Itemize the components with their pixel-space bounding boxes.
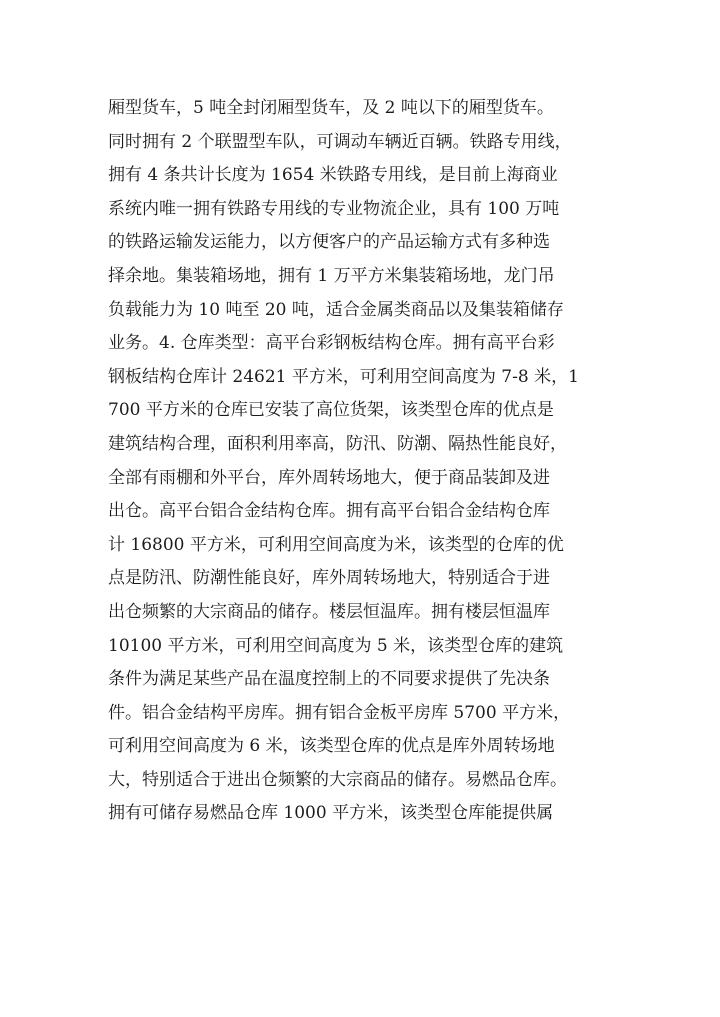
text-line: 系统内唯一拥有铁路专用线的专业物流企业，具有 100 万吨 xyxy=(108,198,560,219)
text-line: 大，特别适合于进出仓频繁的大宗商品的储存。易燃品仓库。 xyxy=(108,769,567,790)
text-line: 全部有雨棚和外平台，库外周转场地大，便于商品装卸及进 xyxy=(108,467,550,488)
text-line: 负载能力为 10 吨至 20 吨，适合金属类商品以及集装箱储存 xyxy=(108,299,564,320)
text-line: 10100 平方米，可利用空间高度为 5 米，该类型仓库的建筑 xyxy=(108,635,564,656)
text-line: 点是防汛、防潮性能良好，库外周转场地大，特别适合于进 xyxy=(108,568,550,589)
text-line: 出仓频繁的大宗商品的储存。楼层恒温库。拥有楼层恒温库 xyxy=(108,601,550,622)
body-text xyxy=(108,92,618,831)
text-line: 择余地。集装箱场地，拥有 1 万平方米集装箱场地，龙门吊 xyxy=(108,265,555,286)
text-line: 出仓。高平台铝合金结构仓库。拥有高平台铝合金结构仓库 xyxy=(108,501,550,522)
text-line: 700 平方米的仓库已安装了高位货架，该类型仓库的优点是 xyxy=(108,400,554,421)
text-line: 拥有 4 条共计长度为 1654 米铁路专用线，是目前上海商业 xyxy=(108,165,558,186)
text-line: 计 16800 平方米，可利用空间高度为米，该类型的仓库的优 xyxy=(108,534,564,555)
text-line: 厢型货车，5 吨全封闭厢型货车，及 2 吨以下的厢型货车。 xyxy=(108,98,554,118)
text-line: 建筑结构合理，面积利用率高，防汛、防潮、隔热性能良好， xyxy=(108,433,567,454)
text-line: 拥有可储存易燃品仓库 1000 平方米，该类型仓库能提供属 xyxy=(108,803,554,824)
text-line: 可利用空间高度为 6 米，该类型仓库的优点是库外周转场地 xyxy=(108,736,555,757)
text-line: 业务。4. 仓库类型：高平台彩钢板结构仓库。拥有高平台彩 xyxy=(108,333,555,354)
text-line: 条件为满足某些产品在温度控制上的不同要求提供了先决条 xyxy=(108,669,550,690)
text-line: 件。铝合金结构平房库。拥有铝合金板平房库 5700 平方米， xyxy=(108,702,571,723)
text-line: 同时拥有 2 个联盟型车队，可调动车辆近百辆。铁路专用线， xyxy=(108,131,572,152)
text-line: 钢板结构仓库计 24621 平方米，可利用空间高度为 7-8 米，1 xyxy=(108,366,579,387)
text-line: 的铁路运输发运能力，以方便客户的产品运输方式有多种选 xyxy=(108,232,550,253)
